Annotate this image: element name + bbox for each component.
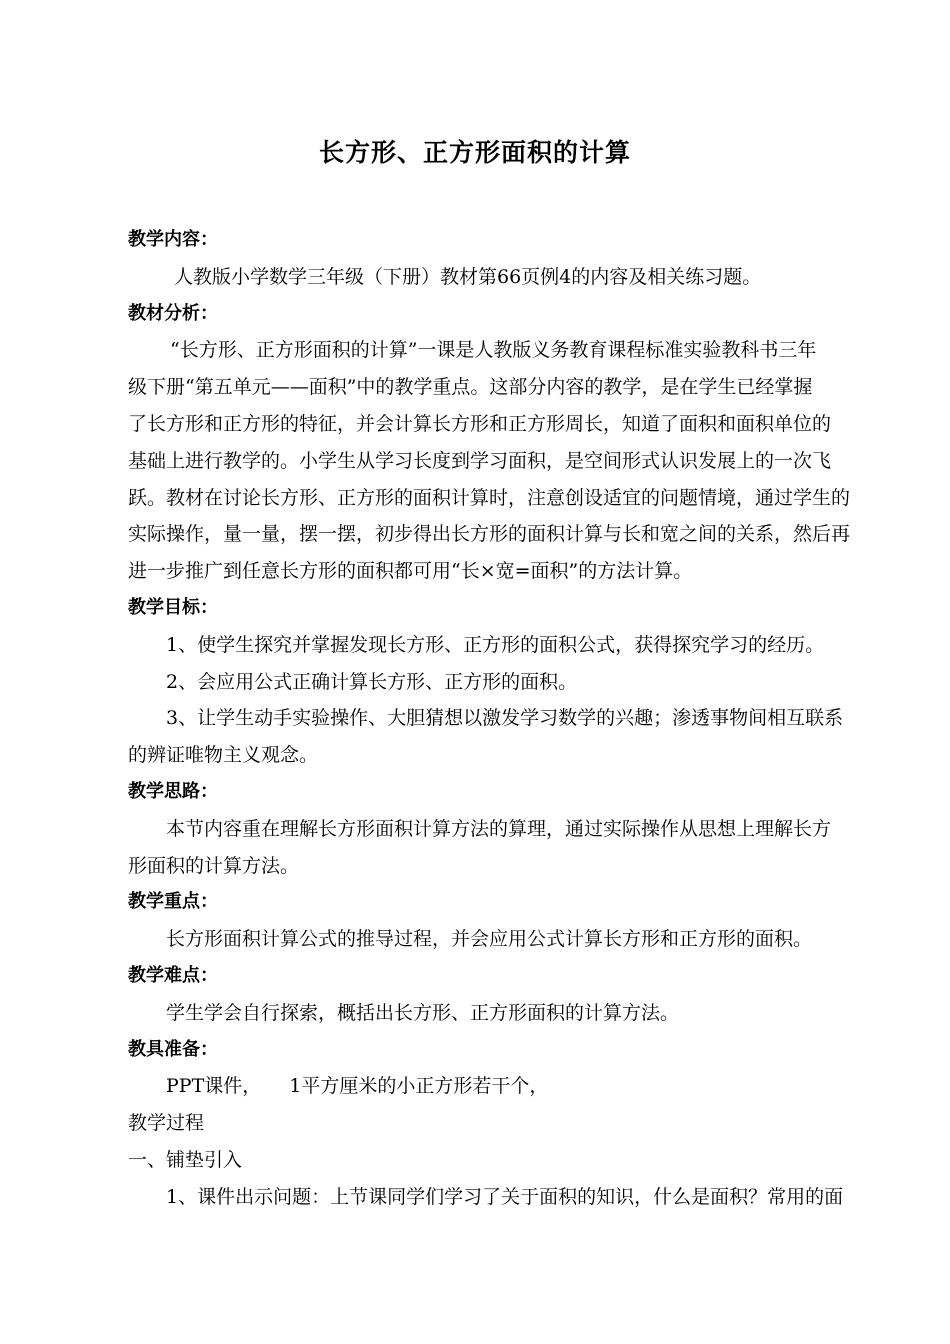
section-heading-analysis: 教材分析： (128, 302, 218, 324)
tools-text (128, 1068, 840, 1105)
analysis-line: 实际操作，量一量，摆一摆，初步得出长方形的面积计算与长和宽之间的关系，然后再 (128, 523, 851, 546)
intro-item-1: 1、课件出示问题：上节课同学们学习了关于面积的知识，什么是面积？常用的面 (166, 1185, 844, 1208)
key-points-text: 长方形面积计算公式的推导过程，并会应用公式计算长方形和正方形的面积。 (166, 928, 813, 951)
section-heading-approach: 教学思路： (128, 780, 218, 802)
goal-item-3-line: 的辨证唯物主义观念。 (128, 744, 319, 767)
section-heading-key-points: 教学重点： (128, 891, 218, 913)
analysis-line: 了长方形和正方形的特征，并会计算长方形和正方形周长，知道了面积和面积单位的 (128, 412, 832, 435)
analysis-line: 进一步推广到任意长方形的面积都可用“长×宽=面积”的方法计算。 (128, 560, 693, 583)
goal-item-2: 2、会应用公式正确计算长方形、正方形的面积。 (166, 670, 578, 693)
analysis-line: 基础上进行教学的。小学生从学习长度到学习面积，是空间形式认识发展上的一次飞 (128, 449, 832, 472)
difficulty-text: 学生学会自行探索，概括出长方形、正方形面积的计算方法。 (166, 1001, 680, 1024)
subsection-heading-intro: 一、铺垫引入 (128, 1148, 243, 1171)
section-heading-process: 教学过程 (128, 1112, 205, 1135)
tools-part-squares: 1平方厘米的小正方形若干个， (289, 1075, 549, 1098)
content-text: 人教版小学数学三年级（下册）教材第66页例4的内容及相关练习题。 (174, 265, 762, 288)
document-body (128, 222, 851, 1216)
goal-item-3-line: 3、让学生动手实验操作、大胆猜想以激发学习数学的兴趣；渗透事物间相互联系 (166, 707, 844, 730)
section-heading-goals: 教学目标： (128, 596, 218, 618)
analysis-paragraph (128, 332, 851, 590)
analysis-line: “长方形、正方形面积的计算”一课是人教版义务教育课程标准实验教科书三年 (170, 339, 817, 362)
tools-part-ppt: PPT课件， (166, 1075, 262, 1098)
section-heading-content: 教学内容： (128, 229, 218, 250)
document-title: 长方形、正方形面积的计算 (318, 138, 631, 167)
analysis-line: 跃。教材在讨论长方形、正方形的面积计算时，注意创设适宜的问题情境，通过学生的 (128, 486, 851, 509)
approach-line: 本节内容重在理解长方形面积计算方法的算理，通过实际操作从思想上理解长方 (166, 817, 832, 840)
goal-item-1: 1、使学生探究并掌握发现长方形、正方形的面积公式，获得探究学习的经历。 (166, 633, 825, 656)
section-heading-difficulty: 教学难点： (128, 964, 218, 986)
section-heading-tools: 教具准备： (128, 1038, 218, 1060)
approach-line: 形面积的计算方法。 (128, 854, 300, 877)
analysis-line: 级下册“第五单元——面积”中的教学重点。这部分内容的教学，是在学生已经掌握 (128, 376, 813, 399)
